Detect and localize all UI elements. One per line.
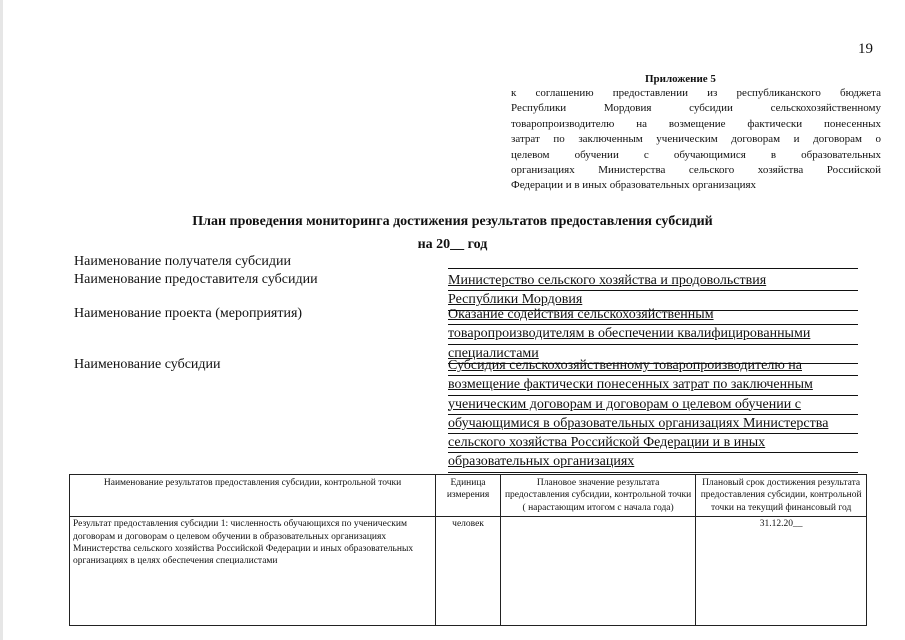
year-line: на 20__ год	[417, 237, 488, 252]
header-result-name: Наименование результатов предоставления субсидии, контрольной точки	[70, 475, 436, 517]
provider-value-line: Республики Мордовия	[448, 291, 858, 310]
annex-title: Приложение 5	[645, 73, 716, 85]
project-value-line: товаропроизводителям в обеспечении квалифицированными	[448, 325, 858, 344]
header-unit: Единица измерения	[436, 475, 501, 517]
provider-label: Наименование предоставителя субсидии	[74, 272, 318, 287]
annex-line: к соглашению предоставлении из республиканского бюджета	[511, 87, 881, 99]
cell-result-name: Результат предоставления субсидии 1: численность обучающихся по ученическим договорам и договорам о целевом обучении в образовательных организациях Министерства сельского хозяйства Российской Федерации и иных образовательных организациях в целях обеспечения специалистами	[70, 517, 436, 626]
project-value-line: Оказание содействия сельскохозяйственным	[448, 306, 858, 325]
recipient-blank-line	[448, 268, 858, 269]
annex-line: товаропроизводителю на возмещение фактически понесенных	[511, 117, 881, 130]
recipient-label: Наименование получателя субсидии	[74, 254, 291, 269]
project-label: Наименование проекта (мероприятия)	[74, 306, 303, 321]
subsidy-value-line: Субсидия сельскохозяйственному товаропроизводителю на	[448, 357, 858, 376]
subsidy-value-line: обучающимися в образовательных организациях Министерства	[448, 415, 858, 434]
subsidy-value-line: сельского хозяйства Российской Федерации и в иных	[448, 434, 858, 453]
annex-line: организациях Министерства сельского хозяйства Российской	[511, 164, 881, 177]
provider-value-line: Министерство сельского хозяйства и продовольствия	[448, 272, 858, 291]
page-number: 19	[858, 41, 873, 57]
project-value-line: специалистами	[448, 345, 858, 364]
annex-line: Федерации и в иных образовательных организациях	[511, 179, 757, 192]
results-table	[69, 474, 867, 626]
cell-plan-value	[500, 517, 695, 626]
project-value	[448, 306, 858, 364]
provider-value	[448, 272, 858, 311]
subsidy-value-line: образовательных организациях	[448, 453, 858, 472]
cell-deadline: 31.12.20__	[696, 517, 867, 626]
scan-edge	[0, 0, 3, 640]
table-header-row	[70, 475, 867, 517]
subsidy-label: Наименование субсидии	[74, 357, 221, 372]
annex-line: Республики Мордовия субсидии сельскохозяйственному	[511, 102, 881, 115]
header-plan-value: Плановое значение результата предоставления субсидии, контрольной точки ( нарастающим итогом с начала года)	[500, 475, 695, 517]
table-row	[70, 517, 867, 626]
document-title: План проведения мониторинга достижения результатов предоставления субсидий	[192, 214, 713, 229]
annex-line: целевом обучении с обучающимися в образовательных	[511, 148, 881, 161]
cell-unit: человек	[436, 517, 501, 626]
annex-line: затрат по заключенным ученическим договорам и договорам о	[511, 133, 881, 146]
subsidy-value-line: ученическим договорам и договорам о целевом обучении с	[448, 396, 858, 415]
header-deadline: Плановый срок достижения результата предоставления субсидии, контрольной точки на текущий финансовый год	[696, 475, 867, 517]
subsidy-value-line: возмещение фактически понесенных затрат по заключенным	[448, 376, 858, 395]
subsidy-value	[448, 357, 858, 473]
annex-text	[511, 86, 881, 194]
